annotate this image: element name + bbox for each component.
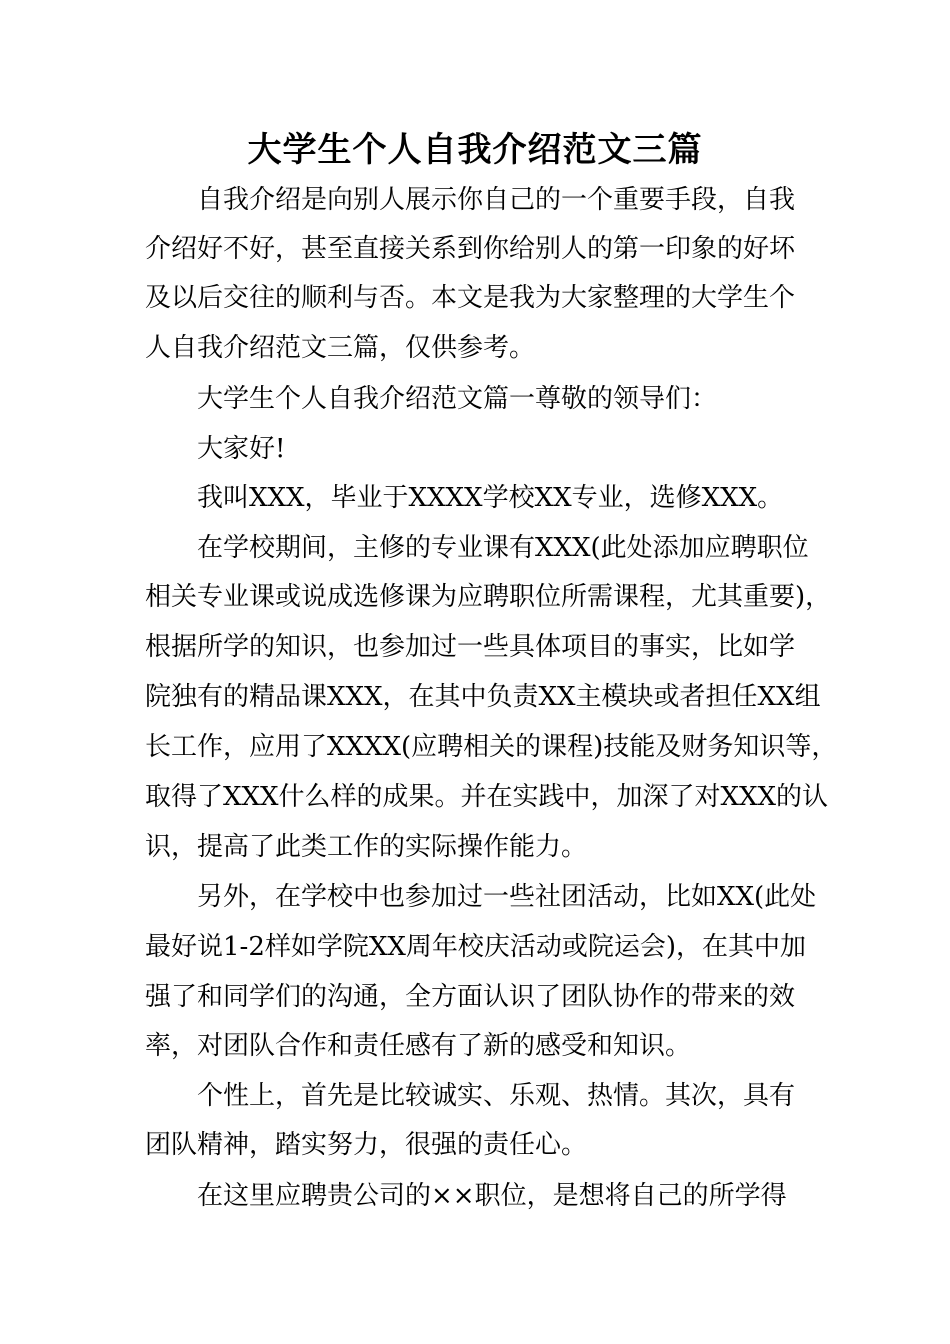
- paragraph-line: 相关专业课或说成选修课为应聘职位所需课程，尤其重要)，: [145, 582, 832, 612]
- paragraph-line: 强了和同学们的沟通，全方面认识了团队协作的带来的效: [145, 982, 796, 1012]
- paragraph-line: 个性上，首先是比较诚实、乐观、热情。其次，具有: [197, 1081, 796, 1111]
- paragraph-line: 介绍好不好，甚至直接关系到你给别人的第一印象的好坏: [145, 234, 796, 264]
- document-title: 大学生个人自我介绍范文三篇: [247, 130, 703, 170]
- paragraph-line: 长工作，应用了XXXX(应聘相关的课程)技能及财务知识等，: [145, 732, 838, 762]
- paragraph-line: 我叫XXX，毕业于XXXX学校XX专业，选修XXX。: [197, 483, 784, 513]
- paragraph-line: 人自我介绍范文三篇，仅供参考。: [145, 333, 536, 363]
- paragraph-line: 团队精神，踏实努力，很强的责任心。: [145, 1130, 588, 1160]
- paragraph-line: 最好说1-2样如学院XX周年校庆活动或院运会)，在其中加: [145, 932, 807, 962]
- section-heading-line: 大学生个人自我介绍范文篇一尊敬的领导们：: [197, 384, 718, 414]
- paragraph-line: 根据所学的知识，也参加过一些具体项目的事实，比如学: [145, 632, 796, 662]
- paragraph-line: 自我介绍是向别人展示你自己的一个重要手段，自我: [197, 185, 796, 215]
- paragraph-line: 取得了XXX什么样的成果。并在实践中，加深了对XXX的认: [145, 782, 829, 812]
- paragraph-line: 另外，在学校中也参加过一些社团活动，比如XX(此处: [197, 882, 817, 912]
- paragraph-line: 在学校期间，主修的专业课有XXX(此处添加应聘职位: [197, 533, 809, 563]
- paragraph-line: 及以后交往的顺利与否。本文是我为大家整理的大学生个: [145, 283, 796, 313]
- paragraph-line: 院独有的精品课XXX，在其中负责XX主模块或者担任XX组: [145, 682, 821, 712]
- greeting-line: 大家好!: [197, 434, 286, 464]
- paragraph-line: 在这里应聘贵公司的××职位，是想将自己的所学得: [197, 1181, 787, 1211]
- paragraph-line: 识，提高了此类工作的实际操作能力。: [145, 832, 588, 862]
- paragraph-line: 率，对团队合作和责任感有了新的感受和知识。: [145, 1031, 692, 1061]
